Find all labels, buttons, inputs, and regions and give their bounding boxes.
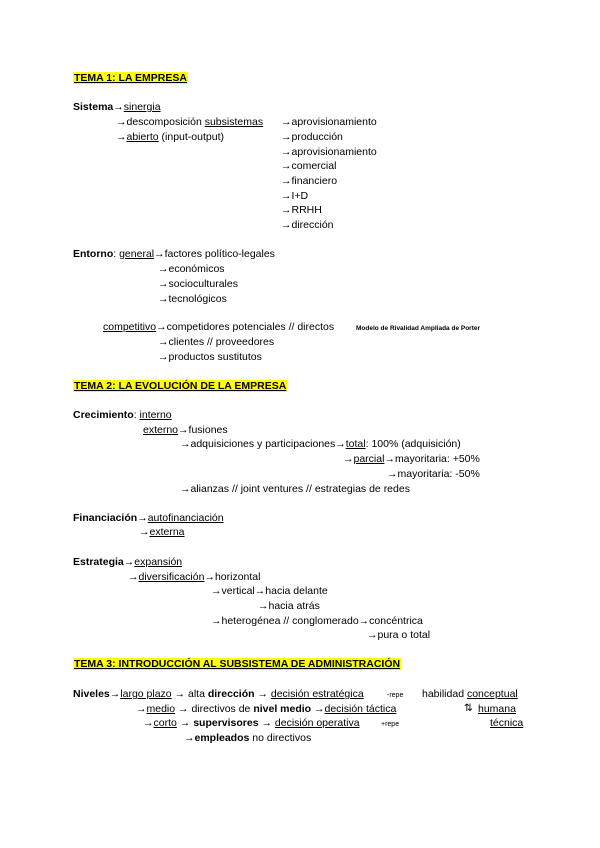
dept-item: →dirección [281, 219, 334, 231]
tema3-heading: TEMA 3: INTRODUCCIÓN AL SUBSISTEMA DE ADMINISTRACIÓN [74, 658, 401, 670]
abierto-line: →abierto (input-output) [116, 131, 224, 143]
tema2-heading: TEMA 2: LA EVOLUCIÓN DE LA EMPRESA [74, 380, 287, 392]
externo-line: externo→fusiones [143, 424, 228, 436]
vertical-line: →vertical→hacia delante [211, 585, 328, 597]
dept-item: →I+D [281, 190, 309, 202]
updown-arrows-icon: ⇅ [464, 702, 473, 714]
heterogenea-line: →heterogénea // conglomerado→concéntrica [211, 615, 423, 627]
habilidad-humana: humana [478, 703, 516, 715]
repe-note: -repe [387, 692, 404, 699]
habilidad-conceptual: habilidad conceptual [422, 688, 518, 700]
competitivo-item: →clientes // proveedores [158, 336, 275, 348]
alianzas-line: →alianzas // joint ventures // estrategias de redes [180, 483, 410, 495]
sistema-line: Sistema→sinergia [73, 101, 161, 113]
estrategia-line: Estrategia→expansión [73, 556, 183, 568]
competitivo-item: →productos sustitutos [158, 351, 262, 363]
entorno-item: →socioculturales [158, 278, 238, 290]
parcial-line: →parcial→mayoritaria: +50% [343, 453, 480, 465]
dept-item: →RRHH [281, 204, 322, 216]
dept-item: →aprovisionamiento [281, 146, 377, 158]
empleados-line: →empleados no directivos [184, 732, 312, 744]
entorno-item: →tecnológicos [158, 293, 227, 305]
competitivo-line: competitivo→competidores potenciales // directos [103, 321, 335, 333]
niveles-line: Niveles→largo plazo → alta dirección → decisión estratégica [73, 688, 364, 700]
descomposicion-line: →descomposición subsistemas [116, 116, 264, 128]
pura-line: →pura o total [367, 629, 431, 641]
diversificacion-line: →diversificación→horizontal [128, 571, 261, 583]
adquisiciones-line: →adquisiciones y participaciones→total: 100% (adquisición) [180, 438, 461, 450]
dept-item: →aprovisionamiento [281, 116, 377, 128]
habilidad-tecnica: técnica [490, 717, 524, 729]
dept-item: →producción [281, 131, 343, 143]
atras-line: →hacia atrás [258, 600, 320, 612]
corto-line: →corto → supervisores → decisión operativa [143, 717, 360, 729]
mayoritaria-line: →mayoritaria: -50% [387, 468, 480, 480]
tema1-heading: TEMA 1: LA EMPRESA [74, 72, 187, 84]
externa-line: →externa [139, 526, 185, 538]
dept-item: →comercial [281, 160, 337, 172]
financiacion-line: Financiación→autofinanciación [73, 512, 224, 524]
crecimiento-line: Crecimiento: interno [73, 409, 172, 421]
porter-note: Modelo de Rivalidad Ampliada de Porter [356, 325, 481, 332]
medio-line: →medio → directivos de nivel medio →decisión táctica [136, 703, 397, 715]
entorno-item: →económicos [158, 263, 225, 275]
repe-note: +repe [381, 721, 400, 728]
entorno-line: Entorno: general→factores político-legales [73, 248, 275, 260]
dept-item: →financiero [281, 175, 338, 187]
